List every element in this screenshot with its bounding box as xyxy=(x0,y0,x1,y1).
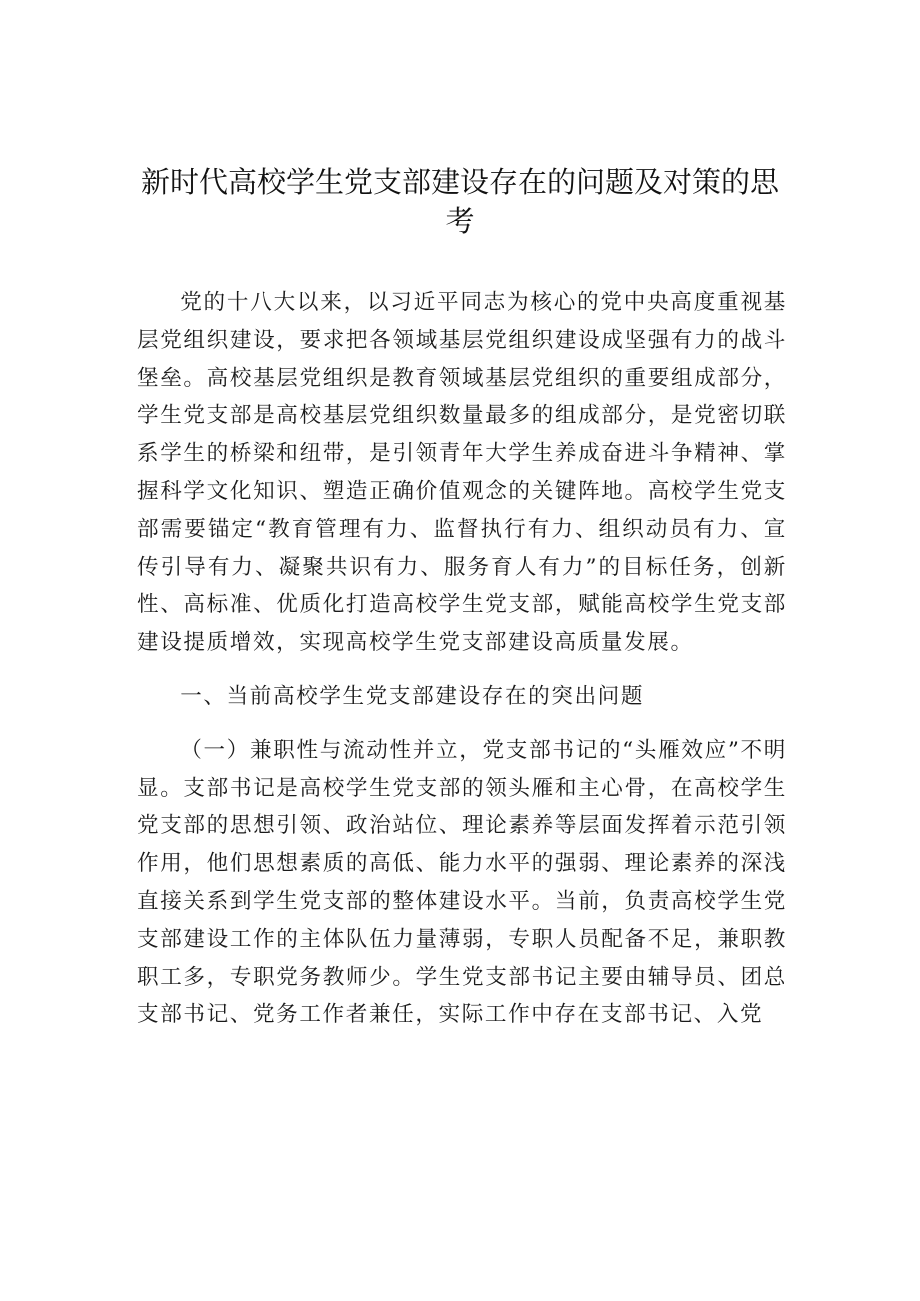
document-title: 新时代高校学生党支部建设存在的问题及对策的思考 xyxy=(140,165,779,238)
section-heading: 一、当前高校学生党支部建设存在的突出问题 xyxy=(180,683,645,709)
document-body xyxy=(137,284,787,1034)
subsection-paragraph: （一）兼职性与流动性并立，党支部书记的“头雁效应”不明显。支部书记是高校学生党支部的领头雁和主心骨，在高校学生党支部的思想引领、政治站位、理论素养等层面发挥着示范引领作用，他们思想素质的高低、能力水平的强弱、理论素养的深浅直接关系到学生党支部的整体建设水平。当前，负责高校学生党支部建设工作的主体队伍力量薄弱，专职人员配备不足，兼职教职工多，专职党务教师少。学生党支部书记主要由辅导员、团总支部书记、党务工作者兼任，实际工作中存在支部书记、入党 xyxy=(137,737,787,1028)
intro-paragraph: 党的十八大以来，以习近平同志为核心的党中央高度重视基层党组织建设，要求把各领域基层党组织建设成坚强有力的战斗堡垒。高校基层党组织是教育领域基层党组织的重要组成部分，学生党支部是高校基层党组织数量最多的组成部分，是党密切联系学生的桥梁和纽带，是引领青年大学生养成奋进斗争精神、掌握科学文化知识、塑造正确价值观念的关键阵地。高校学生党支部需要锚定“教育管理有力、监督执行有力、组织动员有力、宣传引导有力、凝聚共识有力、服务育人有力”的目标任务，创新性、高标准、优质化打造高校学生党支部，赋能高校学生党支部建设提质增效，实现高校学生党支部建设高质量发展。 xyxy=(137,290,787,656)
